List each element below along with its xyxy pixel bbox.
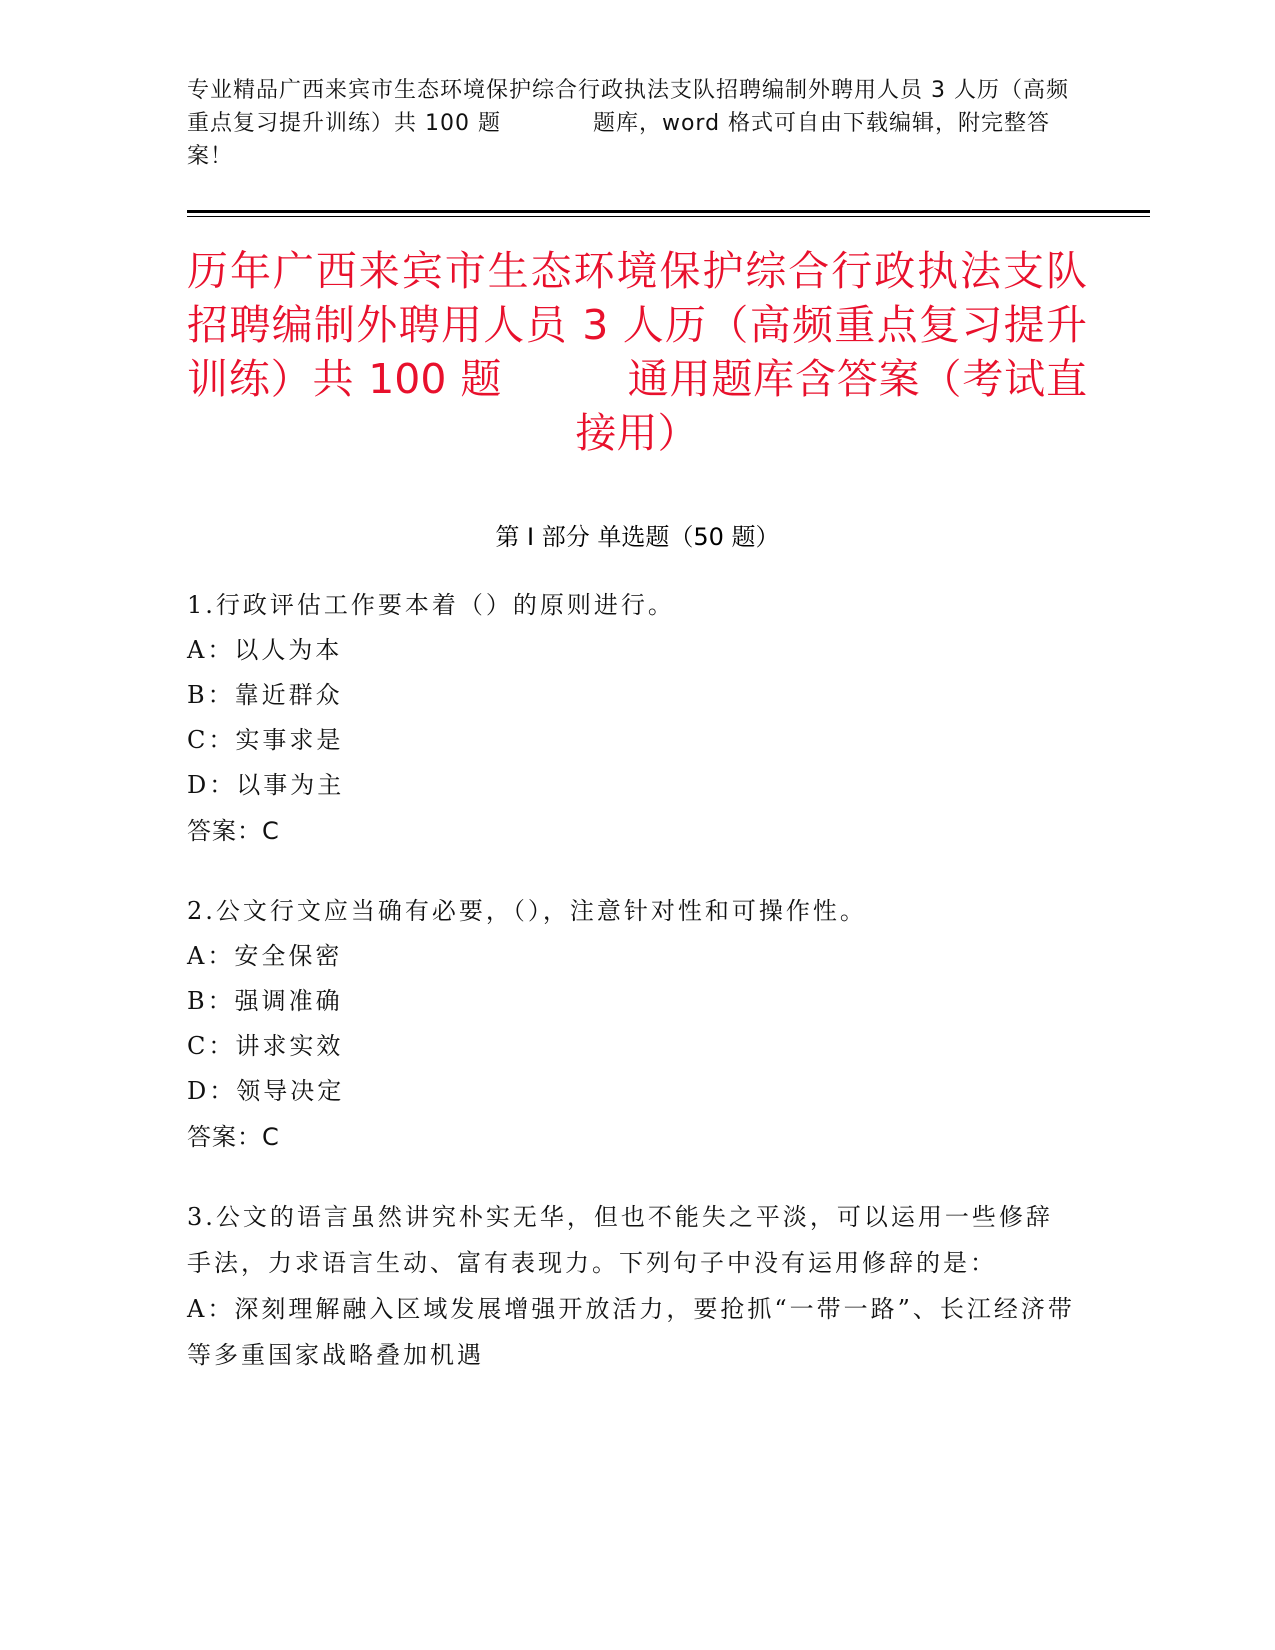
option-key: C： [187,1032,236,1060]
question-1-option-b [187,673,1077,718]
question-3 [187,1194,1077,1378]
section-heading: 第 I 部分 单选题（50 题） [495,523,780,551]
option-key: D： [187,1077,237,1105]
question-1-option-c [187,718,1077,763]
question-1-answer: 答案：C [187,817,280,845]
question-2-option-d [187,1069,1077,1114]
question-2-answer: 答案：C [187,1123,280,1151]
option-text: 讲求实效 [235,1032,344,1060]
question-1-option-a [187,628,1077,673]
option-key: D： [187,771,237,799]
option-key: C： [187,726,236,754]
question-2-option-c [187,1024,1077,1069]
option-text: 强调准确 [234,987,343,1015]
option-text: 靠近群众 [234,681,343,709]
header-divider-thick [187,210,1150,213]
document-header-note: 专业精品广西来宾市生态环境保护综合行政执法支队招聘编制外聘用人员 3 人历（高频重点复习提升训练）共 100 题 题库，word 格式可自由下载编辑，附完整答案！ [187,78,1069,169]
question-3-stem: 3.公文的语言虽然讲究朴实无华，但也不能失之平淡，可以运用一些修辞手法，力求语言生动、富有表现力。下列句子中没有运用修辞的是： [187,1203,1053,1277]
question-1-option-d [187,763,1077,808]
document-title: 历年广西来宾市生态环境保护综合行政执法支队招聘编制外聘用人员 3 人历（高频重点复习提升训练）共 100 题 通用题库含答案（考试直接用） [187,247,1087,457]
option-key: B： [187,987,235,1015]
option-key: A： [187,942,235,970]
option-key: B： [187,681,235,709]
option-text: 实事求是 [235,726,344,754]
question-2-option-a [187,934,1077,979]
option-text: 深刻理解融入区域发展增强开放活力，要抢抓“一带一路”、长江经济带等多重国家战略叠加机遇 [187,1295,1075,1369]
option-text: 以人为本 [234,636,343,664]
question-3-option-a [187,1286,1077,1378]
option-text: 领导决定 [236,1077,345,1105]
question-2-option-b [187,979,1077,1024]
question-2 [187,888,1077,1160]
option-key: A： [187,1295,235,1323]
option-key: A： [187,636,235,664]
question-2-stem: 2.公文行文应当确有必要，（），注意针对性和可操作性。 [187,897,867,925]
header-divider-thin [187,216,1150,217]
option-text: 以事为主 [236,771,345,799]
option-text: 安全保密 [234,942,343,970]
question-1-stem: 1.行政评估工作要本着（）的原则进行。 [187,591,675,619]
question-1 [187,582,1077,854]
